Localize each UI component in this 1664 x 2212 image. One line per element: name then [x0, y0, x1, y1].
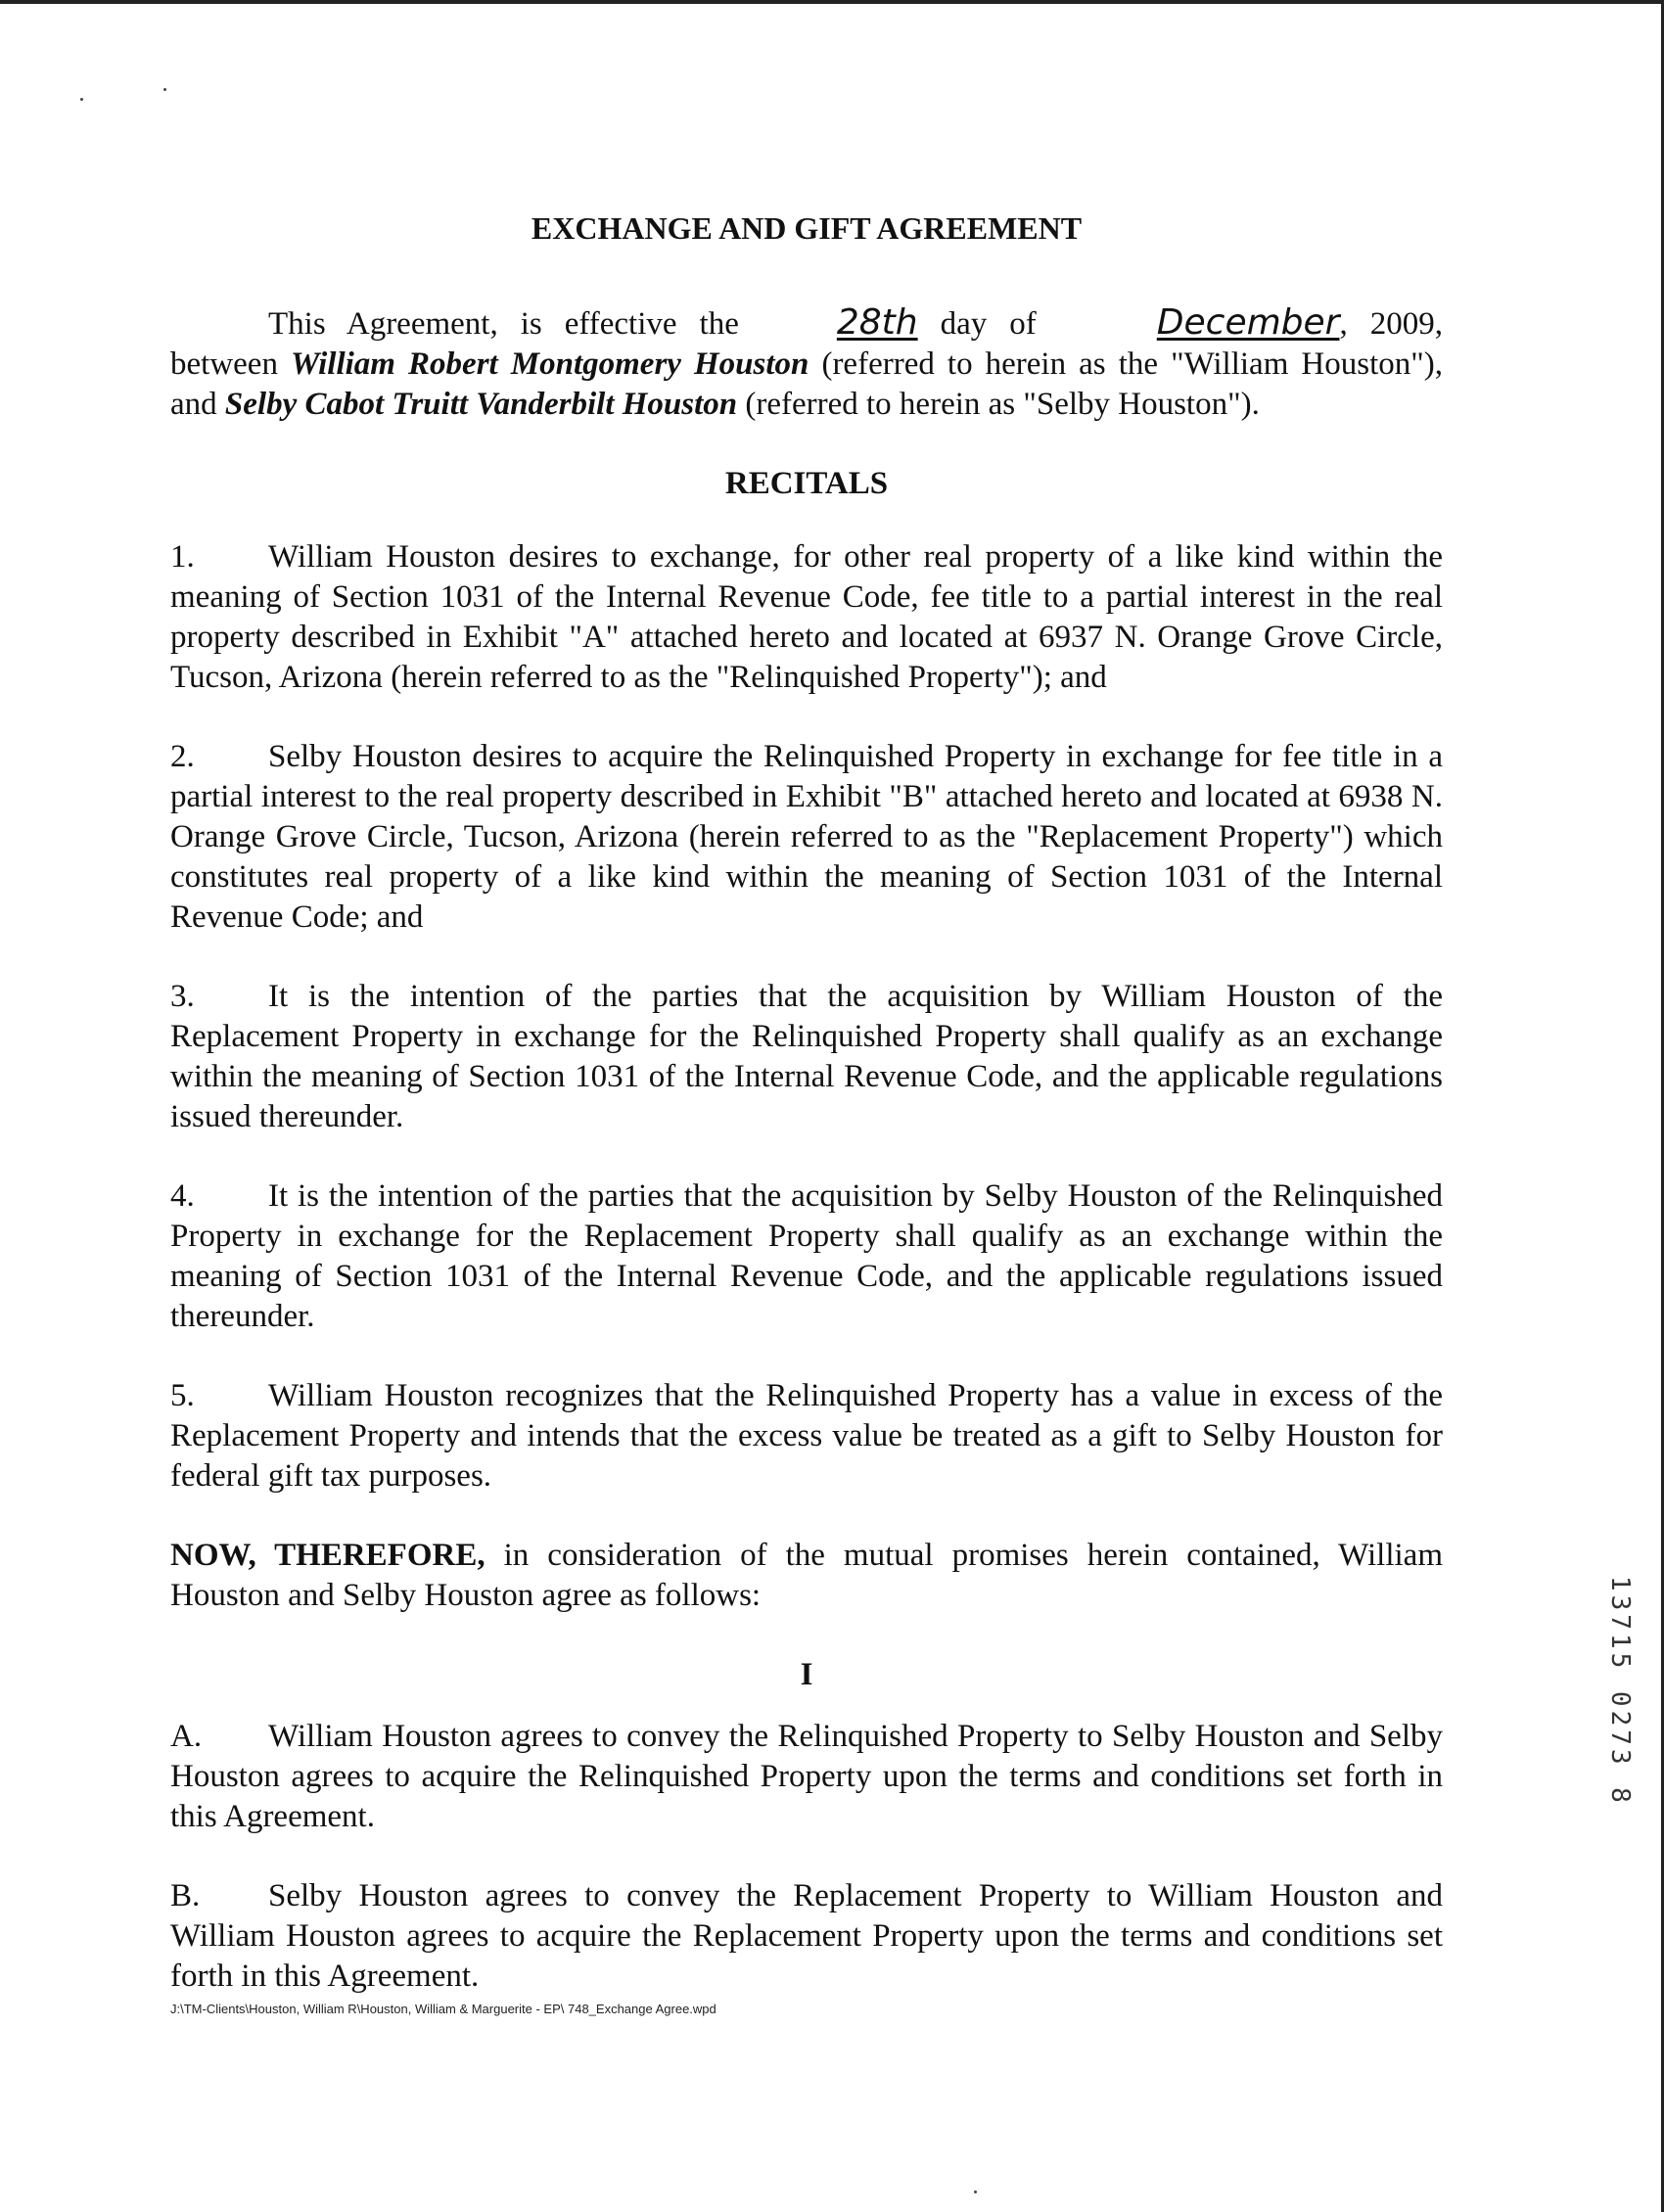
- recital-item-text: William Houston desires to exchange, for other real property of a like kind within the meaning of Section 1031 of the Internal Revenue Code, fee title to a partial interest in the real property described in Exhibit "A" attached hereto and located at 6937 N. Orange Grove Circle, Tucson, Arizona (herein referred to as the "Relinquished Property"); and: [170, 539, 1443, 695]
- now-therefore-lead: NOW, THEREFORE,: [170, 1538, 485, 1573]
- scan-top-edge: [0, 0, 1664, 4]
- clauses-list: [170, 1717, 1443, 1997]
- recital-item-text: Selby Houston desires to acquire the Relinquished Property in exchange for fee title in a partial interest to the real property described in Exhibit "B" attached hereto and located at 6938 N. Orange Grove Circle, Tucson, Arizona (herein referred to as the "Replacement Property") which constitutes real property of a like kind within the meaning of Section 1031 of the Internal Revenue Code; and: [170, 739, 1443, 935]
- recital-item-text: It is the intention of the parties that the acquisition by William Houston of the Replacement Property in exchange for the Relinquished Property shall qualify as an exchange within the meaning of Section 1031 of the Internal Revenue Code, and the applicable regulations issued thereunder.: [170, 979, 1443, 1134]
- recital-item: [170, 1176, 1443, 1337]
- handwritten-day: 28th: [836, 302, 918, 343]
- recital-item-number: 2.: [170, 739, 195, 774]
- intro-text: (referred to herein as "Selby Houston").: [737, 387, 1260, 422]
- party-two-name: Selby Cabot Truitt Vanderbilt Houston: [224, 387, 738, 422]
- handwritten-month: December: [1156, 302, 1340, 343]
- recital-item-number: 1.: [170, 539, 195, 575]
- intro-text: (referred to herein as the "William Houston"), and: [170, 346, 1443, 422]
- now-therefore-text: in consideration of the mutual promises herein contained, William Houston and Selby Houston agree as follows:: [170, 1538, 1443, 1613]
- clause-item-text: Selby Houston agrees to convey the Replacement Property to William Houston and William Houston agrees to acquire the Replacement Property upon the terms and conditions set forth in this Agreement.: [170, 1878, 1443, 1994]
- recital-item-text: It is the intention of the parties that the acquisition by Selby Houston of the Relinquished Property in exchange for the Replacement Property shall qualify as an exchange within the meaning of Section 1031 of the Internal Revenue Code, and the applicable regulations issued thereunder.: [170, 1178, 1443, 1334]
- recital-item: [170, 737, 1443, 938]
- side-stamp-number: 13715 0273 8: [1605, 1576, 1635, 1807]
- agreement-document: [170, 201, 1443, 2036]
- intro-text: , 2009, between: [170, 306, 1443, 382]
- clause-item-number: A.: [170, 1719, 203, 1754]
- intro-text: day of: [917, 306, 1059, 342]
- scan-speck: [163, 88, 166, 91]
- clause-item: [170, 1876, 1443, 1997]
- party-one-name: William Robert Montgomery Houston: [291, 346, 809, 382]
- scan-speck: [974, 2190, 977, 2193]
- footer-file-path: J:\TM-Clients\Houston, William R\Houston, William & Marguerite - EP\ 748_Exchange Agree.wpd: [170, 2002, 716, 2016]
- intro-paragraph: [170, 302, 1443, 425]
- intro-text: This Agreement, is effective the: [268, 306, 739, 342]
- scan-speck: [80, 98, 83, 101]
- clause-item: [170, 1717, 1443, 1837]
- recital-item: [170, 537, 1443, 698]
- recital-item: [170, 1376, 1443, 1497]
- recital-item-number: 4.: [170, 1178, 195, 1214]
- recital-item-number: 3.: [170, 979, 195, 1014]
- clause-item-number: B.: [170, 1878, 201, 1913]
- recital-item-number: 5.: [170, 1378, 195, 1413]
- document-title: EXCHANGE AND GIFT AGREEMENT: [531, 210, 1083, 246]
- recitals-list: [170, 537, 1443, 1497]
- recitals-heading: RECITALS: [724, 466, 889, 501]
- recital-item: [170, 977, 1443, 1137]
- clause-item-text: William Houston agrees to convey the Relinquished Property to Selby Houston and Selby Houston agrees to acquire the Relinquished Property upon the terms and conditions set forth in this Agreement.: [170, 1719, 1443, 1834]
- recital-item-text: William Houston recognizes that the Relinquished Property has a value in excess of the Replacement Property and intends that the excess value be treated as a gift to Selby Houston for federal gift tax purposes.: [170, 1378, 1443, 1494]
- now-therefore-paragraph: [170, 1536, 1443, 1616]
- section-heading: I: [800, 1657, 813, 1692]
